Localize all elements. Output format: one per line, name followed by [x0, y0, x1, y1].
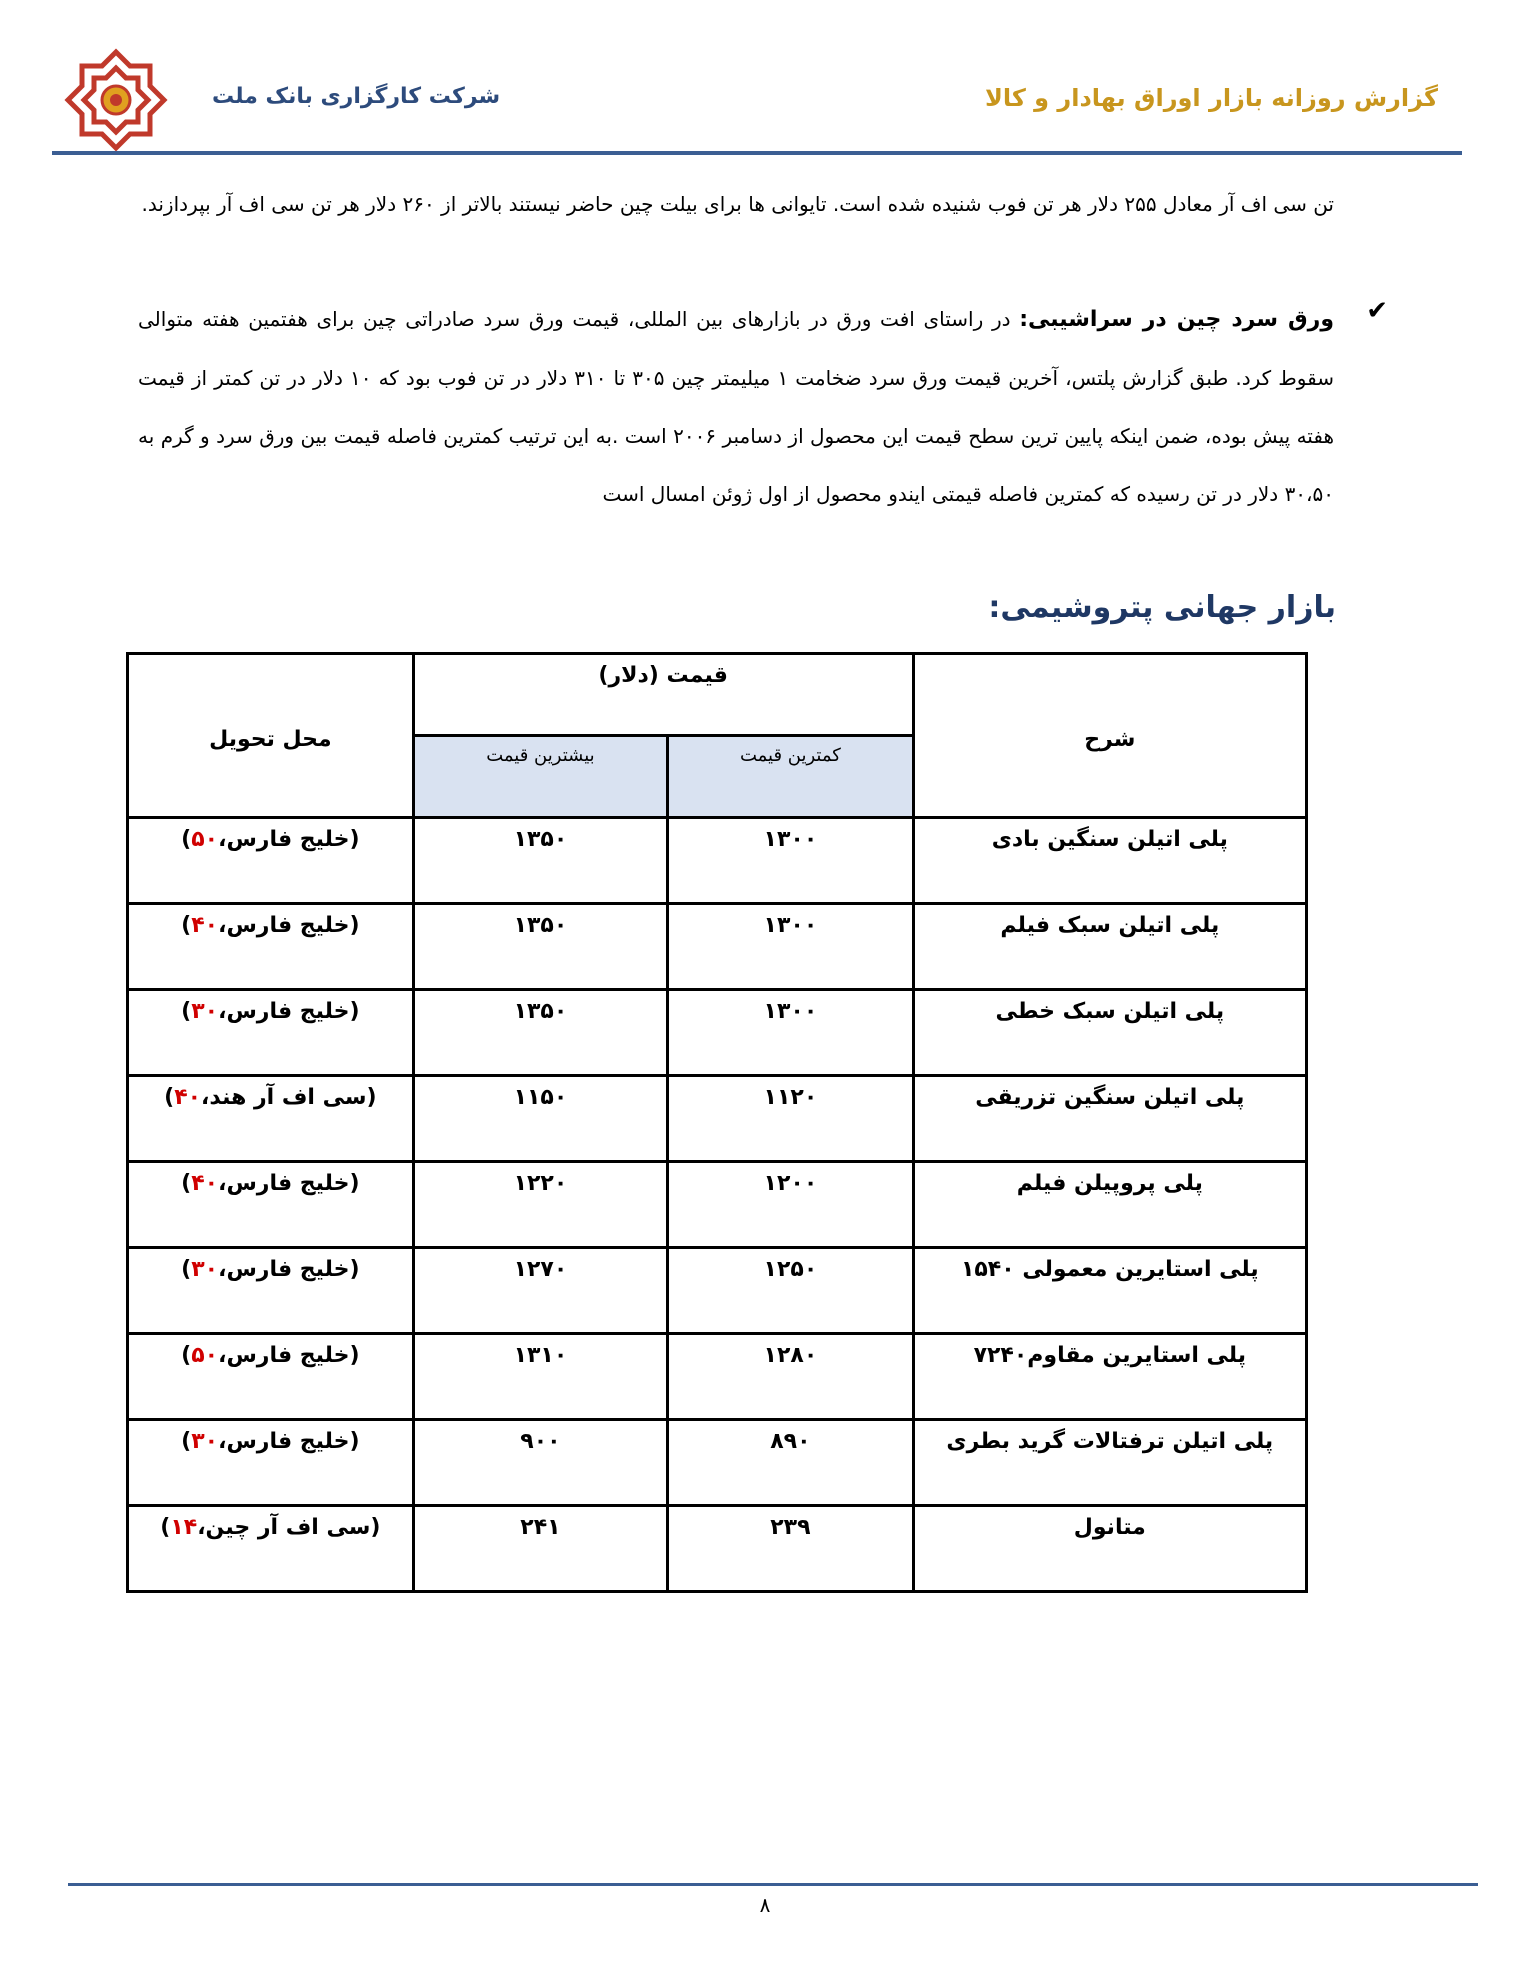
cell-max-price: ۱۳۵۰ [413, 818, 667, 904]
company-name: شرکت کارگزاری بانک ملت [212, 84, 501, 109]
delivery-close: ) [160, 1515, 171, 1540]
table-row [128, 818, 1307, 904]
paragraph-cold-sheet [138, 290, 1334, 523]
delivery-location: (خلیج فارس، [218, 1171, 360, 1196]
delivery-location: (سی اف آر چین، [197, 1515, 381, 1540]
delivery-close: ) [181, 827, 192, 852]
delivery-days: ۳۰ [191, 1429, 219, 1454]
table-row [128, 990, 1307, 1076]
table-row [128, 1506, 1307, 1592]
table-header-row [128, 654, 1307, 736]
delivery-close: ) [164, 1085, 175, 1110]
cell-min-price: ۱۱۲۰ [668, 1076, 913, 1162]
delivery-days: ۴۰ [191, 913, 219, 938]
delivery-location: (سی اف آر هند، [201, 1085, 377, 1110]
table-row [128, 1334, 1307, 1420]
cell-max-price: ۱۲۲۰ [413, 1162, 667, 1248]
cell-min-price: ۱۳۰۰ [668, 904, 913, 990]
delivery-location: (خلیج فارس، [218, 1257, 360, 1282]
delivery-close: ) [181, 1343, 192, 1368]
header-delivery: محل تحویل [128, 654, 414, 818]
delivery-location: (خلیج فارس، [218, 1343, 360, 1368]
cell-delivery [128, 904, 414, 990]
delivery-close: ) [181, 1429, 192, 1454]
cell-min-price: ۲۳۹ [668, 1506, 913, 1592]
table-row [128, 1076, 1307, 1162]
header-max-price: بیشترین قیمت [413, 736, 667, 818]
delivery-days: ۳۰ [191, 999, 219, 1024]
delivery-close: ) [181, 999, 192, 1024]
header-description: شرح [913, 654, 1306, 818]
paragraph-billet: تن سی اف آر معادل ۲۵۵ دلار هر تن فوب شنیده شده است. تایوانی ها برای بیلت چین حاضر نیستند بالاتر از ۲۶۰ دلار هر تن سی اف آر بپردازند. [141, 192, 1334, 216]
delivery-close: ) [181, 1257, 192, 1282]
delivery-days: ۵۰ [191, 827, 219, 852]
delivery-close: ) [181, 1171, 192, 1196]
delivery-days: ۴۰ [191, 1171, 219, 1196]
checkmark-icon: ✔ [1366, 296, 1388, 326]
bank-mellat-logo-icon [64, 48, 168, 152]
table-row [128, 1420, 1307, 1506]
cell-max-price: ۱۲۷۰ [413, 1248, 667, 1334]
cell-min-price: ۱۲۵۰ [668, 1248, 913, 1334]
cell-min-price: ۱۳۰۰ [668, 990, 913, 1076]
header-min-price: کمترین قیمت [668, 736, 913, 818]
cell-delivery [128, 1334, 414, 1420]
section-title: بازار جهانی پتروشیمی: [988, 590, 1336, 625]
cell-delivery [128, 990, 414, 1076]
delivery-location: (خلیج فارس، [218, 999, 360, 1024]
cell-delivery [128, 1162, 414, 1248]
cell-delivery [128, 1248, 414, 1334]
footer-divider [68, 1883, 1478, 1886]
delivery-close: ) [181, 913, 192, 938]
table-row [128, 904, 1307, 990]
paragraph-text: در راستای افت ورق در بازارهای بین المللی، قیمت ورق سرد صادراتی چین برای هفتمین هفته متوالی سقوط کرد. طبق گزارش پلتس، آخرین قیمت ورق سرد ضخامت ۱ میلیمتر چین ۳۰۵ تا ۳۱۰ دلار در تن فوب بود که ۱۰ دلار در تن کمتر از قیمت هفته پیش بوده، ضمن اینکه پایین ترین سطح قیمت این محصول از دسامبر ۲۰۰۶ است .به این ترتیب کمترین فاصله قیمت بین ورق سرد و گرم به ۳۰،۵۰ دلار در تن رسیده که کمترین فاصله قیمتی ایندو محصول از اول ژوئن امسال است [138, 307, 1334, 506]
page-number: ۸ [759, 1893, 771, 1917]
cell-description: متانول [913, 1506, 1306, 1592]
cell-delivery [128, 1076, 414, 1162]
delivery-location: (خلیج فارس، [218, 827, 360, 852]
delivery-days: ۱۴ [170, 1515, 198, 1540]
cell-description: پلی اتیلن سنگین بادی [913, 818, 1306, 904]
paragraph-lead: ورق سرد چین در سراشیبی: [1019, 307, 1335, 332]
cell-description: پلی اتیلن سبک فیلم [913, 904, 1306, 990]
header-price: قیمت (دلار) [413, 654, 913, 736]
cell-max-price: ۱۳۵۰ [413, 990, 667, 1076]
cell-max-price: ۹۰۰ [413, 1420, 667, 1506]
delivery-location: (خلیج فارس، [218, 913, 360, 938]
header-divider [52, 151, 1462, 155]
cell-description: پلی استایرین معمولی ۱۵۴۰ [913, 1248, 1306, 1334]
cell-max-price: ۱۳۵۰ [413, 904, 667, 990]
table-row [128, 1248, 1307, 1334]
table-row [128, 1162, 1307, 1248]
cell-delivery [128, 818, 414, 904]
delivery-days: ۴۰ [174, 1085, 202, 1110]
delivery-location: (خلیج فارس، [218, 1429, 360, 1454]
delivery-days: ۵۰ [191, 1343, 219, 1368]
cell-description: پلی اتیلن ترفتالات گرید بطری [913, 1420, 1306, 1506]
cell-max-price: ۲۴۱ [413, 1506, 667, 1592]
cell-min-price: ۱۲۰۰ [668, 1162, 913, 1248]
cell-min-price: ۱۲۸۰ [668, 1334, 913, 1420]
cell-description: پلی استایرین مقاوم۷۲۴۰ [913, 1334, 1306, 1420]
cell-min-price: ۱۳۰۰ [668, 818, 913, 904]
cell-max-price: ۱۱۵۰ [413, 1076, 667, 1162]
cell-description: پلی اتیلن سبک خطی [913, 990, 1306, 1076]
report-title: گزارش روزانه بازار اوراق بهادار و کالا [984, 84, 1438, 112]
cell-description: پلی اتیلن سنگین تزریقی [913, 1076, 1306, 1162]
cell-description: پلی پروپیلن فیلم [913, 1162, 1306, 1248]
cell-min-price: ۸۹۰ [668, 1420, 913, 1506]
cell-delivery [128, 1506, 414, 1592]
cell-delivery [128, 1420, 414, 1506]
delivery-days: ۳۰ [191, 1257, 219, 1282]
cell-max-price: ۱۳۱۰ [413, 1334, 667, 1420]
petrochemical-price-table [126, 652, 1308, 1593]
